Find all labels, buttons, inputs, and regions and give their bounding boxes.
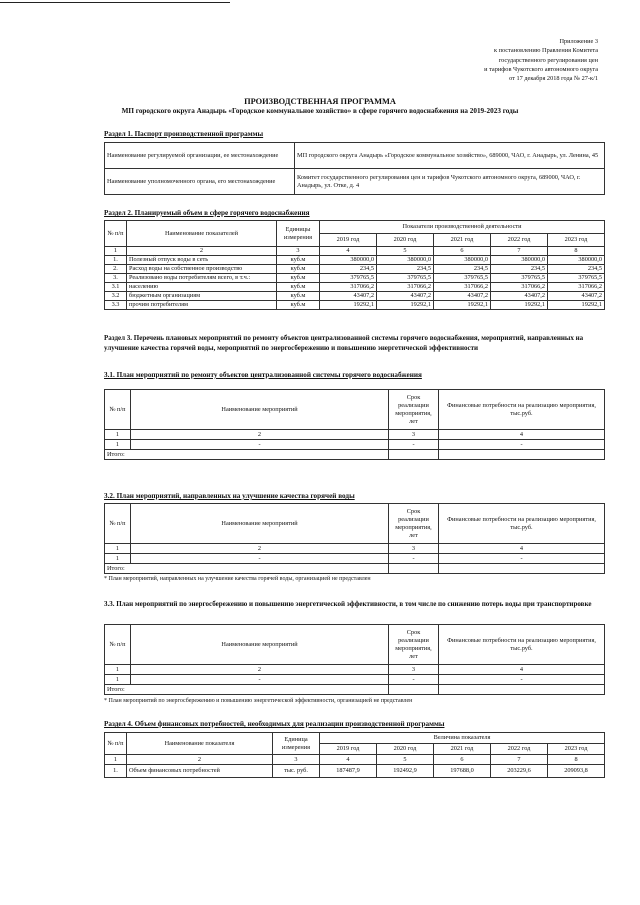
col-header-fin: Финансовые потребности на реализацию мероприятия, тыс.руб. — [439, 504, 605, 544]
row-fin: - — [439, 554, 605, 564]
subsection-3-2-heading: 3.2. План мероприятий, направленных на улучшение качества горячей воды — [104, 492, 355, 500]
row-value: 234,5 — [548, 265, 605, 274]
row-num: 3. — [105, 274, 127, 283]
index-cell: 1 — [105, 247, 127, 256]
row-value: 234,5 — [434, 265, 491, 274]
row-fin: - — [439, 440, 605, 450]
row-value: 234,5 — [320, 265, 377, 274]
row-value: 203229,6 — [491, 765, 548, 778]
row-value: 187487,9 — [320, 765, 377, 778]
year-header: 2019 год — [320, 744, 377, 755]
passport-table — [104, 142, 605, 195]
appendix-line: государственного регулирования цен — [498, 56, 598, 64]
col-header-group: Величина показателя — [320, 733, 605, 744]
row-name: - — [131, 554, 389, 564]
col-header-name: Наименование показателя — [127, 733, 273, 755]
row-num: 1 — [105, 554, 131, 564]
table-row — [105, 283, 605, 292]
row-value: 317066,2 — [491, 283, 548, 292]
index-cell: 2 — [131, 544, 389, 554]
passport-value: Комитет государственного регулирования цен и тарифов Чукотского автономного округа, 689000, ЧАО, г. Анадырь, ул. Отке, д. 4 — [295, 169, 605, 195]
index-cell: 1 — [105, 544, 131, 554]
row-unit: тыс. руб. — [273, 765, 320, 778]
index-cell: 7 — [491, 247, 548, 256]
row-num: 1 — [105, 675, 131, 685]
index-cell: 6 — [434, 247, 491, 256]
table-row — [105, 675, 605, 685]
row-value: 317066,2 — [434, 283, 491, 292]
row-unit: куб.м — [277, 292, 320, 301]
total-label: Итого: — [105, 564, 389, 574]
index-cell: 6 — [434, 755, 491, 765]
index-cell: 3 — [273, 755, 320, 765]
row-value: 379765,5 — [320, 274, 377, 283]
col-header-name: Наименование мероприятий — [131, 625, 389, 665]
document-title: ПРОИЗВОДСТВЕННАЯ ПРОГРАММА — [244, 97, 396, 106]
index-cell: 8 — [548, 247, 605, 256]
row-value: 19292,1 — [491, 301, 548, 310]
table-row — [105, 274, 605, 283]
index-row — [105, 544, 605, 554]
finance-table — [104, 732, 605, 778]
row-unit: куб.м — [277, 256, 320, 265]
row-name: Реализовано воды потребителям всего, в т.ч.: — [127, 274, 277, 283]
row-num: 2. — [105, 265, 127, 274]
row-value: 197688,0 — [434, 765, 491, 778]
year-header: 2022 год — [491, 744, 548, 755]
row-value: 379765,5 — [491, 274, 548, 283]
table-row — [105, 256, 605, 265]
row-value: 379765,5 — [548, 274, 605, 283]
row-num: 3.3 — [105, 301, 127, 310]
index-cell: 8 — [548, 755, 605, 765]
row-name: населению — [127, 283, 277, 292]
col-header-num: № п/п — [105, 504, 131, 544]
row-value: 19292,1 — [320, 301, 377, 310]
col-header-fin: Финансовые потребности на реализацию мероприятия, тыс.руб. — [439, 625, 605, 665]
row-value: 317066,2 — [377, 283, 434, 292]
col-header-term: Срок реализации мероприятия, лет — [389, 390, 439, 430]
total-term — [389, 564, 439, 574]
row-value: 19292,1 — [434, 301, 491, 310]
col-header-term: Срок реализации мероприятия, лет — [389, 625, 439, 665]
row-term: - — [389, 440, 439, 450]
passport-value: МП городского округа Анадырь «Городское коммунальное хозяйство», 689000, ЧАО, г. Анадырь, ул. Ленина, 45 — [295, 143, 605, 169]
row-name: - — [131, 440, 389, 450]
table-row — [105, 301, 605, 310]
row-unit: куб.м — [277, 283, 320, 292]
index-row — [105, 430, 605, 440]
index-cell: 2 — [127, 755, 273, 765]
col-header-num: № п/п — [105, 625, 131, 665]
year-header: 2022 год — [491, 234, 548, 247]
index-cell: 3 — [389, 665, 439, 675]
table-row — [105, 765, 605, 778]
appendix-line: от 17 декабря 2018 года № 27-к/1 — [509, 75, 598, 83]
index-cell: 4 — [439, 430, 605, 440]
subsection-3-1-heading: 3.1. План мероприятий по ремонту объектов централизованной системы горячего водоснабжения — [104, 371, 422, 379]
year-header: 2019 год — [320, 234, 377, 247]
year-header: 2020 год — [377, 744, 434, 755]
row-value: 379765,5 — [377, 274, 434, 283]
table-row — [105, 440, 605, 450]
row-value: 43407,2 — [491, 292, 548, 301]
row-value: 317066,2 — [320, 283, 377, 292]
row-value: 43407,2 — [377, 292, 434, 301]
row-value: 380000,0 — [320, 256, 377, 265]
year-header: 2020 год — [377, 234, 434, 247]
total-fin — [439, 685, 605, 695]
total-row — [105, 685, 605, 695]
index-cell: 1 — [105, 755, 127, 765]
index-cell: 1 — [105, 430, 131, 440]
row-name: Полезный отпуск воды в сеть — [127, 256, 277, 265]
row-value: 19292,1 — [377, 301, 434, 310]
row-name: - — [131, 675, 389, 685]
row-name: Расход воды на собственное производство — [127, 265, 277, 274]
row-num: 1 — [105, 440, 131, 450]
plan-table-3-3 — [104, 624, 605, 695]
index-cell: 1 — [105, 665, 131, 675]
index-cell: 4 — [320, 247, 377, 256]
row-value: 380000,0 — [434, 256, 491, 265]
section2-heading: Раздел 2. Планируемый объем в сфере горячего водоснабжения — [104, 209, 310, 217]
section1-heading: Раздел 1. Паспорт производственной программы — [104, 130, 264, 138]
row-value: 317066,2 — [548, 283, 605, 292]
subsection-3-3-heading: 3.3. План мероприятий по энергосбережению и повышению энергетической эффективности, в том числе по снижению потерь воды при транспортировке — [104, 600, 592, 608]
section4-heading: Раздел 4. Объем финансовых потребностей, необходимых для реализации производственной программы — [104, 720, 445, 728]
row-fin: - — [439, 675, 605, 685]
section3-heading: Раздел 3. Перечень плановых мероприятий по ремонту объектов централизованной системы горячего водоснабжения, мероприятий, направленных на улучшение качества горячей воды, мероприятий по энергосбережению и повышению энергетической эффективности — [104, 334, 584, 352]
row-value: 234,5 — [377, 265, 434, 274]
col-header-fin: Финансовые потребности на реализацию мероприятия, тыс.руб. — [439, 390, 605, 430]
index-cell: 4 — [439, 544, 605, 554]
appendix-line: и тарифов Чукотского автономного округа — [484, 65, 598, 73]
index-cell: 5 — [377, 755, 434, 765]
col-header-group: Показатели производственной деятельности — [320, 221, 605, 234]
row-num: 1. — [105, 256, 127, 265]
row-unit: куб.м — [277, 301, 320, 310]
index-cell: 3 — [389, 430, 439, 440]
col-header-name: Наименование мероприятий — [131, 504, 389, 544]
index-cell: 5 — [377, 247, 434, 256]
col-header-unit: Единицы измерения — [277, 221, 320, 247]
row-value: 380000,0 — [491, 256, 548, 265]
row-name: Объем финансовых потребностей — [127, 765, 273, 778]
year-header: 2021 год — [434, 234, 491, 247]
row-value: 19292,1 — [548, 301, 605, 310]
row-value: 380000,0 — [548, 256, 605, 265]
index-cell: 2 — [127, 247, 277, 256]
appendix-line: Приложение 3 — [559, 38, 598, 45]
col-header-name: Наименование показателей — [127, 221, 277, 247]
col-header-unit: Единица измерения — [273, 733, 320, 755]
passport-label: Наименование регулируемой организации, ее местонахождение — [105, 143, 295, 169]
document-subtitle: МП городского округа Анадырь «Городское коммунальное хозяйство» в сфере горячего водоснабжения на 2019-2023 годы — [121, 107, 519, 115]
row-value: 234,5 — [491, 265, 548, 274]
total-label: Итого: — [105, 450, 389, 460]
total-row — [105, 564, 605, 574]
col-header-name: Наименование мероприятий — [131, 390, 389, 430]
row-term: - — [389, 675, 439, 685]
index-cell: 4 — [320, 755, 377, 765]
footnote: * План мероприятий, направленных на улучшение качества горячей воды, организацией не представлен — [104, 576, 371, 582]
total-term — [389, 450, 439, 460]
index-cell: 7 — [491, 755, 548, 765]
index-row — [105, 755, 605, 765]
year-header: 2023 год — [548, 234, 605, 247]
scan-top-line — [0, 2, 230, 3]
row-num: 3.2 — [105, 292, 127, 301]
total-fin — [439, 564, 605, 574]
row-value: 379765,5 — [434, 274, 491, 283]
row-name: бюджетным организациям — [127, 292, 277, 301]
year-header: 2023 год — [548, 744, 605, 755]
index-cell: 3 — [389, 544, 439, 554]
total-term — [389, 685, 439, 695]
year-header: 2021 год — [434, 744, 491, 755]
row-term: - — [389, 554, 439, 564]
index-row — [105, 247, 605, 256]
total-label: Итого: — [105, 685, 389, 695]
index-cell: 2 — [131, 665, 389, 675]
row-value: 43407,2 — [434, 292, 491, 301]
index-row — [105, 665, 605, 675]
appendix-block — [378, 37, 598, 83]
total-fin — [439, 450, 605, 460]
total-row — [105, 450, 605, 460]
row-value: 192492,9 — [377, 765, 434, 778]
index-cell: 2 — [131, 430, 389, 440]
row-unit: куб.м — [277, 274, 320, 283]
row-value: 380000,0 — [377, 256, 434, 265]
row-value: 209093,8 — [548, 765, 605, 778]
row-unit: куб.м — [277, 265, 320, 274]
col-header-num: № п/п — [105, 390, 131, 430]
row-num: 3.1 — [105, 283, 127, 292]
row-num: 1. — [105, 765, 127, 778]
table-row — [105, 554, 605, 564]
volume-table — [104, 220, 605, 310]
passport-label: Наименование уполномоченного органа, его местонахождение — [105, 169, 295, 195]
plan-table-3-1 — [104, 389, 605, 460]
col-header-term: Срок реализации мероприятия, лет — [389, 504, 439, 544]
row-name: прочим потребителям — [127, 301, 277, 310]
col-header-num: № п/п — [105, 221, 127, 247]
table-row — [105, 292, 605, 301]
index-cell: 3 — [277, 247, 320, 256]
plan-table-3-2 — [104, 503, 605, 574]
footnote: * План мероприятий по энергосбережению и повышению энергетической эффективности, организацией не представлен — [104, 698, 413, 704]
table-row — [105, 265, 605, 274]
index-cell: 4 — [439, 665, 605, 675]
row-value: 43407,2 — [320, 292, 377, 301]
appendix-line: к постановлению Правления Комитета — [493, 47, 598, 55]
row-value: 43407,2 — [548, 292, 605, 301]
col-header-num: № п/п — [105, 733, 127, 755]
